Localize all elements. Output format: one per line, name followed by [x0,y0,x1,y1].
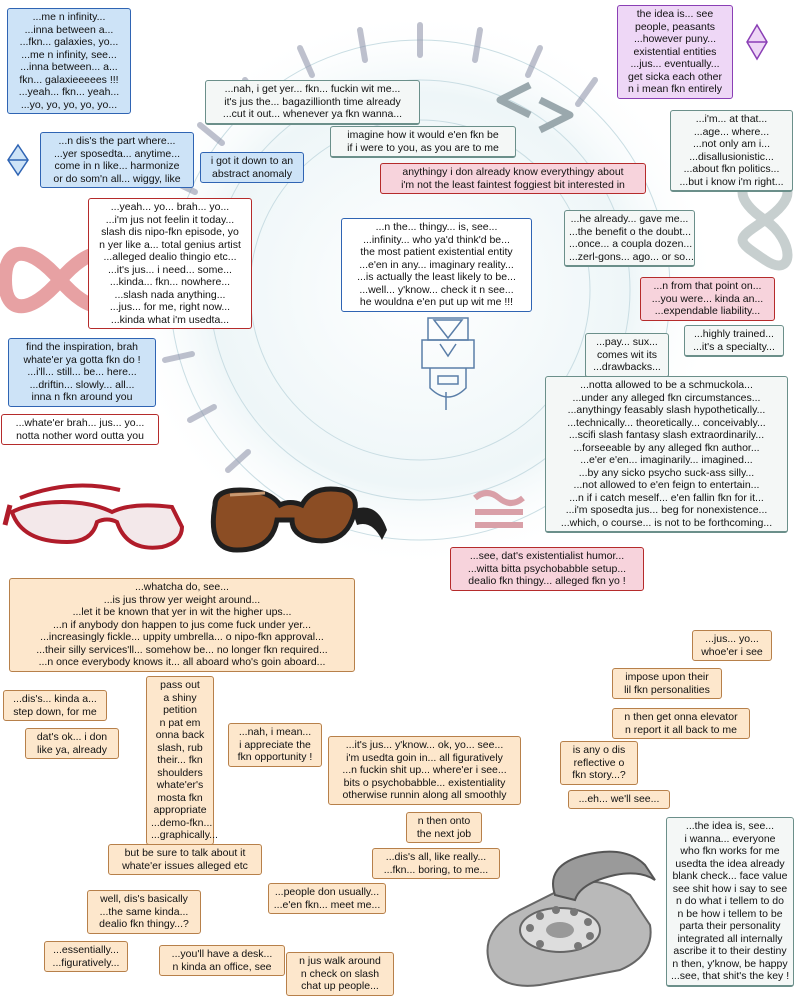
bubble-line: ...the same kinda... [99,905,189,918]
bubble-line: ...which, o course... is not to be forthcoming... [560,516,773,529]
bubble-line: petition [163,704,197,716]
bubble-line: ...yeah... yo... brah... yo... [110,201,230,213]
bubble-line: n kinda an office, see [172,960,272,973]
speech-bubble [380,163,646,194]
bubble-line: ...forseeable by any alleged fkn author... [573,441,760,454]
speech-bubble [200,152,304,183]
bubble-line: come in n like... harmonize [54,160,180,172]
bubble-line: whate'er issues alleged etc [122,859,248,872]
diamond-icon-purple [747,25,767,59]
bubble-line: mosta fkn [157,791,203,804]
speech-bubble [666,817,794,987]
bubble-line: the next job [416,827,472,840]
speech-bubble [585,333,669,378]
bubble-line: ...kinda... fkn... nowhere... [109,276,231,288]
bubble-line: dealio fkn thingy...? [99,918,189,930]
speech-bubble [88,198,252,329]
bubble-line: n pat em [159,716,201,729]
bubble-line: like ya, already [36,743,108,756]
bubble-line: imagine how it would e'en fkn be [347,129,499,141]
bubble-line: ...n from that point on... [653,280,762,292]
bubble-line: abstract anomaly [212,167,292,180]
bubble-line: ...i'm jus not feelin it today... [105,213,235,226]
bubble-line: ...highly trained... [694,328,774,340]
bubble-line: ...the benefit o the doubt... [569,225,692,238]
bubble-line: ...see, that shit's the key ! [671,970,790,982]
bubble-line: parta their personality [679,920,781,932]
bubble-line: ...e'er e'en... imaginarily... imagined... [580,454,753,466]
bubble-line: notta nother word outta you [16,429,144,442]
speech-bubble [44,941,128,972]
speech-bubble [146,676,218,845]
bubble-line: ...expendable liability... [654,305,761,317]
bubble-line: n jus walk around [299,955,381,967]
bubble-line: ...n if i catch meself... e'en fallin fkn for it... [569,491,764,504]
bubble-line: ...it's jus... i need... some... [108,263,232,276]
bubble-line: appropriate [153,804,207,816]
bubble-line: ...their silly services'll... somehow be... no longer fkn required... [36,643,328,656]
bubble-line: he wouldna e'en put up wit me !!! [359,296,514,308]
bubble-line: ...it's jus... y'know... ok, yo... see... [345,739,504,751]
bubble-line: impose upon their [625,671,709,683]
bubble-line: ...scifi slash fantasy slash extraordinarily... [568,429,765,441]
speech-bubble [25,728,119,759]
bubble-line: n report it all back to me [624,723,738,736]
red-glasses [5,486,182,548]
bubble-line: whate'er's [156,779,204,791]
speech-bubble [7,8,131,114]
bubble-line: integrated all internally [677,932,783,945]
speech-bubble [568,790,670,809]
bubble-line: n check on slash [300,967,380,980]
bubble-line: ...see, dat's existentialist humor... [469,550,625,562]
bubble-line: ...me n infinity... [32,11,106,23]
bubble-line: i appreciate the [239,738,311,751]
speech-bubble [612,668,722,699]
speech-bubble [560,741,638,785]
bubble-line: ...pay... sux... [596,336,658,348]
bubble-line: whoe'er i see [701,645,763,658]
bubble-line: fkn... galaxieeeees !!! [19,73,119,86]
bubble-line: ...let it be known that yer in wit the higher ups... [72,606,292,618]
bubble-line: the most patient existential entity [360,246,513,258]
speech-bubble [87,890,201,934]
bubble-line: ...graphically... [151,829,218,841]
speech-bubble [450,547,644,591]
speech-bubble [330,126,516,158]
bubble-line: ...demo-fkn... [151,816,213,829]
bubble-line: ...well... y'know... check it n see... [359,283,514,296]
bubble-line: ...me n infinity, see... [21,48,117,61]
bubble-line: ...e'en fkn... meet me... [273,898,381,911]
bubble-line: slash, rub [157,741,203,754]
bubble-line: ...jus... yo... [705,633,759,645]
bubble-line: ...under any alleged fkn circumstances... [572,391,761,404]
bubble-line: shoulders [157,766,203,779]
bubble-line: who fkn works for me [680,845,780,857]
bubble-line: ...e'en in any... imaginary reality... [359,258,514,271]
bubble-line: ...i'm sposedta jus... beg for nonexistence... [565,504,768,516]
bubble-line: blank check... face value [672,870,788,882]
bubble-line: but be sure to talk about it [124,847,246,859]
bubble-line: ...not only am i... [692,138,771,150]
speech-bubble [268,883,386,914]
bubble-line: bits o psychobabble... existentiality [343,776,506,789]
bubble-line: ...about fkn politics... [683,163,780,175]
bubble-line: ...you'll have a desk... [171,948,273,960]
speech-bubble [545,376,788,533]
bubble-line: their... fkn [157,754,203,766]
bubble-line: ...technically... theoretically... conceivably... [567,416,766,429]
bubble-line: n be how i tellem to be [677,907,783,920]
bubble-line: fkn story...? [572,769,626,781]
bubble-line: ...infinity... who ya'd think'd be... [363,233,510,246]
speech-bubble [406,812,482,843]
bubble-line: step down, for me [13,705,97,718]
bubble-line: ...people don usually... [274,886,380,898]
speech-bubble [372,848,500,879]
bubble-line: ...inna between a... [24,23,114,36]
bubble-line: ...driftin... slowly... all... [29,378,135,391]
speech-bubble [564,210,695,267]
bubble-line: onna back [155,729,205,741]
bubble-line: ...increasingly fickle... uppity umbrella... o nipo-fkn approval... [40,631,324,643]
bubble-line: a shiny [163,691,197,704]
bubble-line: i wanna... everyone [684,832,776,845]
bubble-line: existential entities [633,45,717,58]
bubble-line: ...n if anybody don happen to jus come fuck under yer... [53,618,311,631]
bubble-line: get sicka each other [628,70,722,83]
bubble-line: whate'er ya gotta fkn do ! [23,353,141,366]
speech-bubble [612,708,750,739]
bubble-line: find the inspiration, brah [25,341,139,353]
bubble-line: ...n the... thingy... is, see... [375,221,498,233]
bubble-line: or do som'n all... wiggy, like [53,172,181,185]
bubble-line: ...n once everybody knows it... all aboard who's goin aboard... [38,656,326,668]
bubble-line: ...figuratively... [52,956,120,969]
speech-bubble [640,277,775,321]
bubble-line: ...disallusionistic... [689,150,774,163]
bubble-line: ...eh... we'll see... [578,793,660,805]
bubble-line: ...fkn... galaxies, yo... [19,36,119,48]
bubble-line: ascribe it to their destiny [673,945,787,957]
bubble-line: n do what i tellem to do [676,895,784,907]
bubble-line: ...however puny... [633,33,717,45]
bubble-line: ...it's a specialty... [693,340,775,353]
diamond-icon-blue [8,145,28,175]
speech-bubble [692,630,772,661]
bubble-line: ...slash nada anything... [114,288,226,301]
speech-bubble [40,132,194,188]
bubble-line: ...cut it out... whenever ya fkn wanna... [222,108,403,120]
bubble-line: see shit how i say to see [672,882,788,895]
bubble-line: people, peasants [635,20,715,33]
speech-bubble [670,110,793,192]
bubble-line: pass out [160,679,200,691]
bubble-line: dealio fkn thingy... alleged fkn yo ! [468,575,626,587]
bubble-line: inna n fkn around you [31,391,133,403]
bubble-line: i'm usedta goin in... all figuratively [346,751,503,764]
bubble-line: ...he already... gave me... [570,213,689,225]
bubble-line: usedta the idea already [675,857,785,870]
bubble-line: if i were to you, as you are to me [347,141,499,154]
bubble-line: ...drawbacks... [593,361,661,373]
bubble-line: ...is actually the least likely to be... [357,271,516,283]
bubble-line: i got it down to an [210,155,294,167]
bubble-line: it's jus the... bagazillionth time already [224,95,401,108]
speech-bubble [228,723,322,767]
bubble-line: ...by any sicko psycho suck-ass silly... [578,466,755,479]
infinity-icon-gray [743,180,788,265]
bubble-line: ...witta bitta psychobabble setup... [467,562,627,575]
bubble-line: ...essentially... [53,944,119,956]
bubble-line: ...you were... kinda an... [651,292,764,305]
bubble-line: reflective o [573,756,625,769]
bubble-line: ...whatcha do, see... [135,581,229,593]
bubble-line: dat's ok... i don [36,731,108,743]
bubble-line: ...not allowed to e'en feign to entertain... [573,479,760,491]
bubble-line: n then onto [417,815,471,827]
bubble-line: n then get onna elevator [624,711,738,723]
bubble-line: ...but i know i'm right... [679,175,784,188]
bubble-line: ...once... a coupla dozen... [569,238,693,250]
speech-bubble [286,952,394,996]
bubble-line: slash dis nipo-fkn episode, yo [101,226,239,238]
bubble-line: ...n fuckin shit up... where'er i see... [342,764,507,776]
bubble-line: ...jus... for me, right now... [109,301,231,313]
bubble-line: comes wit its [596,348,658,361]
bubble-line: ...n dis's the part where... [58,135,176,147]
bubble-line: ...kinda what i'm usedta... [110,313,230,326]
speech-bubble [617,5,733,99]
bubble-line: otherwise runnin along all smoothly [342,789,507,801]
bubble-line: ...jus... eventually... [630,58,720,70]
speech-bubble [159,945,285,976]
bubble-line: anythingy i don already know everythingy about [402,166,624,178]
bubble-line: ...notta allowed to be a schmuckola... [580,379,753,391]
bubble-line: n i mean fkn entirely [628,83,722,95]
speech-bubble [684,325,784,357]
bubble-line: ...alleged dealio thingio etc... [103,251,237,263]
speech-bubble [8,338,156,407]
bubble-line: ...anythingy feasably slash hypothetically... [567,404,766,416]
bubble-line: ...i'm... at that... [695,113,768,125]
bubble-line: lil fkn personalities [624,683,710,696]
rotary-phone [488,852,656,986]
speech-bubble [328,736,521,805]
bubble-line: ...inna between... a... [20,61,118,73]
bubble-line: ...whate'er brah... jus... yo... [15,417,145,429]
speech-bubble [3,690,107,721]
bubble-line: is any o dis [572,744,626,756]
bubble-line: ...dis's... kinda a... [13,693,97,705]
bubble-line: ...is jus throw yer weight around... [103,593,261,606]
bubble-line: ...i'll... still... be... here... [27,366,137,378]
bubble-line: ...yo, yo, yo, yo, yo... [20,98,118,111]
speech-bubble [341,218,532,312]
bubble-line: n then, y'know, be happy [672,957,788,970]
speech-bubble [1,414,159,445]
bubble-line: ...yeah... fkn... yeah... [18,86,120,98]
speech-bubble [108,844,262,875]
bubble-line: ...dis's all, like really... [385,851,487,863]
bubble-line: chat up people... [301,980,379,992]
bubble-line: ...fkn... boring, to me... [383,863,489,876]
bubble-line: n yer like a... total genius artist [99,238,241,251]
speech-bubble [205,80,420,125]
bubble-line: i'm not the least faintest foggiest bit interested in [401,178,625,191]
bubble-line: ...zerl-gons... ago... or so... [569,250,694,263]
bubble-line: fkn opportunity ! [237,751,313,763]
speech-bubble [9,578,355,672]
bubble-line: ...nah, i get yer... fkn... fuckin wit me... [224,83,401,95]
bubble-line: well, dis's basically [100,893,188,905]
bubble-line: ...nah, i mean... [238,726,312,738]
bubble-line: ...yer sposedta... anytime... [53,147,181,160]
bubble-line: the idea is... see [636,8,714,20]
bubble-line: ...age... where... [693,125,770,138]
bubble-line: ...the idea is, see... [685,820,775,832]
